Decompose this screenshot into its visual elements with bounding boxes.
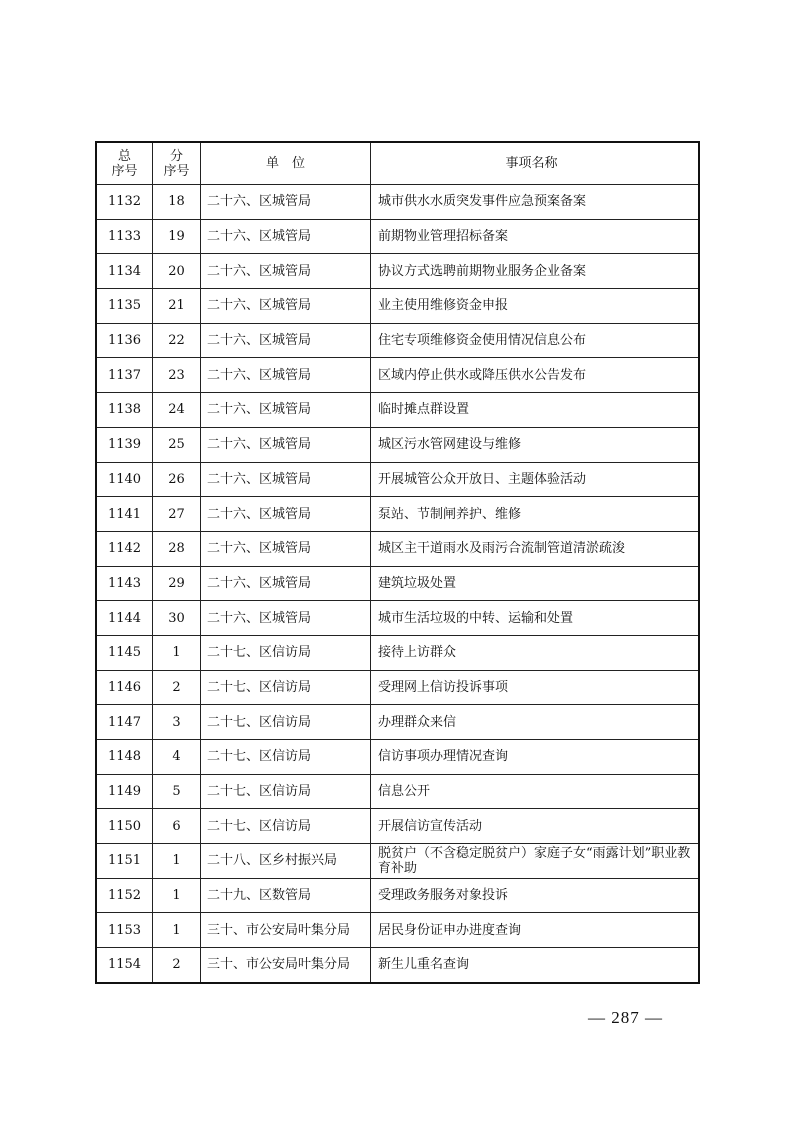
cell-sub-serial: 28 <box>153 531 201 566</box>
cell-sub-serial: 2 <box>153 948 201 983</box>
cell-unit: 二十六、区城管局 <box>201 254 371 289</box>
cell-sub-serial: 22 <box>153 323 201 358</box>
cell-sub-serial: 1 <box>153 844 201 879</box>
cell-unit: 二十六、区城管局 <box>201 219 371 254</box>
cell-total-serial: 1134 <box>96 254 153 289</box>
table-row <box>96 774 699 809</box>
cell-sub-serial: 1 <box>153 635 201 670</box>
cell-item-name: 业主使用维修资金申报 <box>371 289 700 324</box>
cell-unit: 二十七、区信访局 <box>201 670 371 705</box>
header-total-serial <box>96 142 153 185</box>
cell-unit: 二十九、区数管局 <box>201 878 371 913</box>
table-row <box>96 635 699 670</box>
cell-total-serial: 1151 <box>96 844 153 879</box>
cell-unit: 三十、市公安局叶集分局 <box>201 948 371 983</box>
cell-sub-serial: 27 <box>153 497 201 532</box>
cell-sub-serial: 23 <box>153 358 201 393</box>
cell-unit: 二十八、区乡村振兴局 <box>201 844 371 879</box>
header-sub-line2: 序号 <box>163 163 190 179</box>
cell-total-serial: 1144 <box>96 601 153 636</box>
cell-item-name: 办理群众来信 <box>371 705 700 740</box>
cell-unit: 二十六、区城管局 <box>201 566 371 601</box>
cell-unit: 二十七、区信访局 <box>201 774 371 809</box>
table-row <box>96 601 699 636</box>
cell-item-name: 住宅专项维修资金使用情况信息公布 <box>371 323 700 358</box>
cell-total-serial: 1133 <box>96 219 153 254</box>
table-row <box>96 185 699 220</box>
header-total-line2: 序号 <box>111 163 138 179</box>
cell-unit: 二十六、区城管局 <box>201 185 371 220</box>
table-row <box>96 948 699 983</box>
cell-total-serial: 1139 <box>96 427 153 462</box>
cell-sub-serial: 1 <box>153 878 201 913</box>
cell-total-serial: 1146 <box>96 670 153 705</box>
cell-total-serial: 1154 <box>96 948 153 983</box>
table-row <box>96 323 699 358</box>
cell-total-serial: 1140 <box>96 462 153 497</box>
cell-total-serial: 1148 <box>96 740 153 775</box>
cell-sub-serial: 5 <box>153 774 201 809</box>
cell-item-name: 建筑垃圾处置 <box>371 566 700 601</box>
cell-total-serial: 1135 <box>96 289 153 324</box>
table-row <box>96 878 699 913</box>
cell-sub-serial: 30 <box>153 601 201 636</box>
cell-sub-serial: 4 <box>153 740 201 775</box>
table-row <box>96 497 699 532</box>
cell-unit: 二十六、区城管局 <box>201 531 371 566</box>
header-sub-serial <box>153 142 201 185</box>
header-total-line1: 总 <box>117 148 131 164</box>
cell-sub-serial: 29 <box>153 566 201 601</box>
table-row <box>96 358 699 393</box>
service-items-table <box>95 141 700 984</box>
cell-unit: 二十七、区信访局 <box>201 705 371 740</box>
header-item-name: 事项名称 <box>371 142 700 185</box>
table-row <box>96 913 699 948</box>
cell-unit: 二十六、区城管局 <box>201 323 371 358</box>
cell-unit: 三十、市公安局叶集分局 <box>201 913 371 948</box>
table-row <box>96 393 699 428</box>
cell-total-serial: 1149 <box>96 774 153 809</box>
cell-item-name: 信息公开 <box>371 774 700 809</box>
cell-total-serial: 1138 <box>96 393 153 428</box>
header-unit: 单 位 <box>201 142 371 185</box>
cell-total-serial: 1142 <box>96 531 153 566</box>
cell-item-name: 前期物业管理招标备案 <box>371 219 700 254</box>
cell-total-serial: 1137 <box>96 358 153 393</box>
table-row <box>96 254 699 289</box>
cell-item-name: 开展信访宣传活动 <box>371 809 700 844</box>
page-number: — 287 — <box>588 1008 663 1027</box>
table-header-row <box>96 142 699 185</box>
cell-total-serial: 1147 <box>96 705 153 740</box>
cell-item-name: 受理网上信访投诉事项 <box>371 670 700 705</box>
table-row <box>96 427 699 462</box>
cell-item-name: 泵站、节制闸养护、维修 <box>371 497 700 532</box>
table-row <box>96 809 699 844</box>
cell-sub-serial: 19 <box>153 219 201 254</box>
table-row <box>96 462 699 497</box>
cell-total-serial: 1132 <box>96 185 153 220</box>
table-body <box>96 185 699 983</box>
cell-total-serial: 1136 <box>96 323 153 358</box>
cell-total-serial: 1143 <box>96 566 153 601</box>
table-row <box>96 566 699 601</box>
cell-item-name: 脱贫户（不含稳定脱贫户）家庭子女“雨露计划”职业教育补助 <box>371 844 700 879</box>
cell-sub-serial: 2 <box>153 670 201 705</box>
cell-item-name: 开展城管公众开放日、主题体验活动 <box>371 462 700 497</box>
cell-sub-serial: 26 <box>153 462 201 497</box>
table-row <box>96 740 699 775</box>
cell-unit: 二十七、区信访局 <box>201 740 371 775</box>
cell-unit: 二十六、区城管局 <box>201 462 371 497</box>
cell-unit: 二十六、区城管局 <box>201 358 371 393</box>
cell-unit: 二十六、区城管局 <box>201 289 371 324</box>
cell-total-serial: 1150 <box>96 809 153 844</box>
cell-unit: 二十七、区信访局 <box>201 809 371 844</box>
table-row <box>96 531 699 566</box>
cell-item-name: 居民身份证申办进度查询 <box>371 913 700 948</box>
cell-sub-serial: 18 <box>153 185 201 220</box>
cell-unit: 二十七、区信访局 <box>201 635 371 670</box>
cell-total-serial: 1152 <box>96 878 153 913</box>
cell-sub-serial: 1 <box>153 913 201 948</box>
table-row <box>96 219 699 254</box>
cell-total-serial: 1141 <box>96 497 153 532</box>
cell-unit: 二十六、区城管局 <box>201 427 371 462</box>
cell-sub-serial: 24 <box>153 393 201 428</box>
cell-unit: 二十六、区城管局 <box>201 497 371 532</box>
cell-item-name: 受理政务服务对象投诉 <box>371 878 700 913</box>
cell-item-name: 城市供水水质突发事件应急预案备案 <box>371 185 700 220</box>
cell-sub-serial: 25 <box>153 427 201 462</box>
cell-item-name: 临时摊点群设置 <box>371 393 700 428</box>
table-row <box>96 289 699 324</box>
cell-unit: 二十六、区城管局 <box>201 393 371 428</box>
cell-unit: 二十六、区城管局 <box>201 601 371 636</box>
cell-sub-serial: 20 <box>153 254 201 289</box>
header-sub-line1: 分 <box>169 148 183 164</box>
table-row <box>96 705 699 740</box>
cell-item-name: 接待上访群众 <box>371 635 700 670</box>
table-row <box>96 844 699 879</box>
cell-item-name: 城区污水管网建设与维修 <box>371 427 700 462</box>
cell-sub-serial: 6 <box>153 809 201 844</box>
cell-total-serial: 1153 <box>96 913 153 948</box>
cell-sub-serial: 21 <box>153 289 201 324</box>
cell-sub-serial: 3 <box>153 705 201 740</box>
cell-item-name: 城区主干道雨水及雨污合流制管道清淤疏浚 <box>371 531 700 566</box>
cell-item-name: 区域内停止供水或降压供水公告发布 <box>371 358 700 393</box>
cell-item-name: 信访事项办理情况查询 <box>371 740 700 775</box>
cell-item-name: 城市生活垃圾的中转、运输和处置 <box>371 601 700 636</box>
cell-total-serial: 1145 <box>96 635 153 670</box>
cell-item-name: 新生儿重名查询 <box>371 948 700 983</box>
table-row <box>96 670 699 705</box>
cell-item-name: 协议方式选聘前期物业服务企业备案 <box>371 254 700 289</box>
